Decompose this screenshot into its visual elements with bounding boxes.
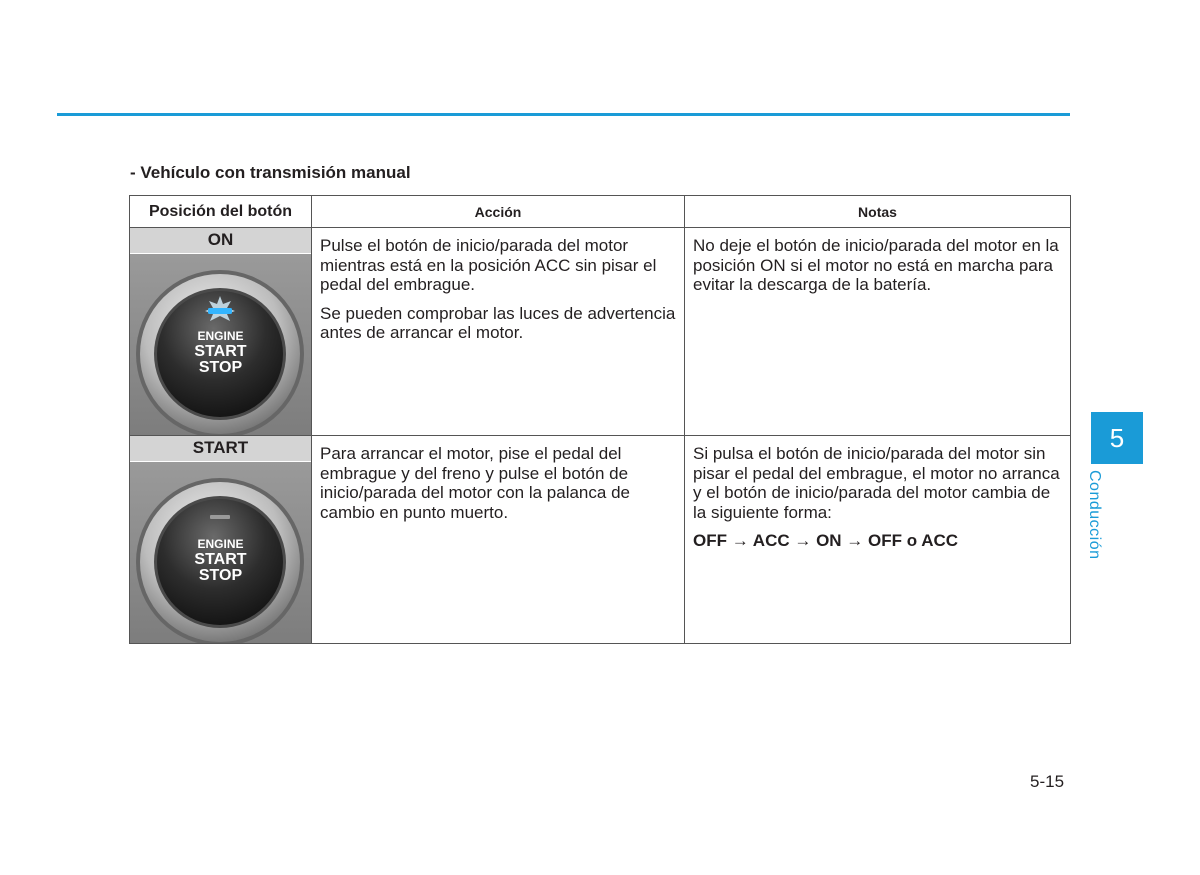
chapter-title (1081, 470, 1151, 560)
notes-cell (685, 228, 1071, 436)
header-rule (57, 113, 1070, 116)
button-text-engine: ENGINE (197, 537, 244, 551)
notes-text: No deje el botón de inicio/parada del motor en la posición ON si el motor no está en marcha para evitar la descarga de la batería. (693, 236, 1059, 294)
position-cell (130, 228, 312, 436)
section-subtitle: - Vehículo con transmisión manual (130, 163, 411, 182)
notes-cell (685, 436, 1071, 644)
button-text-engine: ENGINE (197, 329, 244, 343)
table-row-on (130, 228, 1071, 436)
button-text-start: START (194, 343, 247, 360)
page-number: 5-15 (1030, 772, 1065, 791)
header-position: Posición del botón (130, 196, 312, 228)
action-cell (312, 228, 685, 436)
action-cell (312, 436, 685, 644)
chapter-title-text: Conducción (1086, 470, 1103, 560)
position-label: ON (130, 228, 311, 254)
position-label: START (130, 436, 311, 462)
action-text: Para arrancar el motor, pise el pedal del embrague y del freno y pulse el botón de inicio/parada del motor con la palanca de cambio en punto muerto. (320, 444, 630, 522)
state-sequence: OFF → ACC → ON → OFF o ACC (693, 531, 959, 550)
action-text: Se pueden comprobar las luces de advertencia antes de arrancar el motor. (320, 303, 676, 342)
table-row-start (130, 436, 1071, 644)
engine-button-illustration (130, 254, 311, 435)
header-action: Acción (312, 196, 685, 228)
engine-button-illustration (130, 462, 311, 643)
button-text-stop: STOP (198, 567, 243, 584)
table-header-row (130, 196, 1071, 228)
notes-text: Si pulsa el botón de inicio/parada del motor sin pisar el pedal del embrague, el motor no arranca y el botón de inicio/parada del motor cambia de la siguiente forma: (693, 444, 1060, 522)
action-text: Pulse el botón de inicio/parada del motor mientras está en la posición ACC sin pisar el pedal del embrague. (320, 236, 657, 294)
button-position-table (129, 195, 1071, 644)
position-cell (130, 436, 312, 644)
button-text-start: START (194, 551, 247, 568)
chapter-number-tab: 5 (1091, 412, 1143, 464)
header-notes: Notas (685, 196, 1071, 228)
button-text-stop: STOP (198, 359, 243, 376)
indicator-off-icon (210, 515, 230, 519)
